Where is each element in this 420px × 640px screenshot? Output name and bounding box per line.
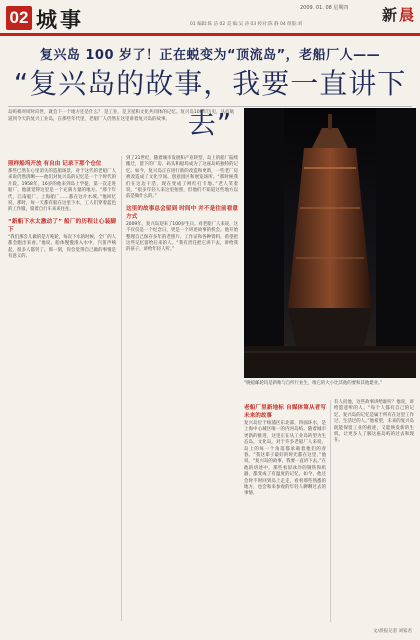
column-1-subhead: 照样船坞开放 有自由 记录下那个仓位 bbox=[8, 161, 102, 167]
column-2-text-2: 2009年，复兴岛迎来了100岁生日。对老船厂人来说，这不仅仅是一个纪念日，更是一个讲述故事的机会。他开始整理自己保存多年的老照片、工作证和各种资料，希望把这些记忆留给后来的人。“我有责任把它讲下去，讲给我的孩子，讲给年轻人听。” bbox=[126, 221, 238, 253]
logo-char-1: 新 bbox=[382, 8, 398, 24]
column-1-text: 那些已然在心里消失的造船场景，对于这代的老船厂人来说仍然清晰——他们对复兴岛的记忆是一个个时代的片段。1958年，16岁的他来到岛上学徒，第一次走进船厂，他就觉得这里是一个充满力量的地方。“那个年代，江南船厂、上海船厂……都在这片水域。”他回忆说，那时，每一天都有船在这里下水，工人们穿着蓝色的工作服，骑着自行车来来往往。 bbox=[8, 169, 116, 213]
photo-caption: “晚船邮轮坞是新唯与自所行业生，唯它的大小比其他的要和其他建业。” bbox=[244, 381, 383, 386]
headline-subtitle: 复兴岛 100 岁了！正在蜕变为“顶流岛”，老船厂人—— bbox=[39, 48, 381, 63]
column-4-text: 有人问他，这些故事讲给谁听？他说，讲给愿意听的人。“每个人都有自己的记忆，复兴岛的记忆是属于所有在这里工作过、生活过的人。”他希望，未来的复兴岛既能保留工业的痕迹，又能焕发新的生机，让更多人了解这座岛屿的过去和现在。 bbox=[334, 400, 414, 444]
column-2 bbox=[126, 156, 238, 254]
issue-date: 2009. 01. 08 星期四 bbox=[300, 5, 349, 11]
column-1-subhead-2: “新船下水太激动了” 船厂的历程让心装脚下 bbox=[8, 218, 116, 233]
column-3-subhead: 老船厂里新地标 自媒体第从者写未来的故事 bbox=[244, 405, 326, 419]
ship-photo bbox=[244, 108, 416, 378]
column-1-text-2: “我们那会儿做的是万吨轮，每次下水的时候，全厂的人都会跑出来看。”他说。船体慢慢滑入水中，汽笛声响起，很多人都哭了。那一刻，你会觉得自己做的事情是有意义的。 bbox=[8, 234, 116, 260]
column-4 bbox=[334, 400, 414, 445]
page-header bbox=[0, 0, 420, 36]
section-number: 02 bbox=[6, 6, 32, 30]
column-2-subhead: 这里的故事总会留到 时间中 并不是往前看意方式 bbox=[126, 205, 238, 220]
column-3 bbox=[244, 400, 326, 498]
headline-title: “复兴岛的故事，我要一直讲下去” bbox=[13, 67, 407, 140]
column-2-text: 到了21世纪，随着城市发展和产业转型，岛上的船厂陆续搬迁，留下的厂房、码头和船坞成为了这座岛屿独特的记忆。如今，复兴岛正在进行新的改造和更新，一些老厂房被改造成了文化空间、创意园区和展览场所。“那时候我们在这边干活，现在变成了网红打卡地。”老人笑着说，“很多年轻人来这里拍照，但他们不知道这些地方以前是做什么的。” bbox=[126, 156, 238, 200]
column-1 bbox=[8, 156, 116, 260]
logo-char-2: 晨 bbox=[399, 8, 415, 24]
ship-illustration bbox=[244, 108, 416, 378]
byline: 文/晨报记者 刘家君 bbox=[373, 629, 412, 634]
column-3-text: 复兴岛位于杨浦区东北部，四面环水，是上海中心城区唯一的内河岛屿。随着城市更新的推进，这里正在从工业岛转型为生态岛、文化岛。对于许多老船厂人来说，岛上的每一个角落都承载着他们的青春。“我这辈子最好的时光都在这里，”他说，“复兴岛的故事，我要一直讲下去。”在他的讲述中，那些看似冰冷的钢铁和机器，都变成了有温度的记忆。如今，他还会时不时回到岛上走走，看看那些熟悉的地方，也会和来参观的年轻人聊聊过去的事情。 bbox=[244, 421, 326, 497]
headline-rule bbox=[8, 106, 412, 107]
column-divider-2 bbox=[330, 400, 331, 622]
newspaper-logo bbox=[382, 4, 416, 32]
editor-info: 01 编辑:陈 洁 02 美 编:吴 涛 03 校对:陈 静 04 组版:刘 bbox=[190, 22, 303, 27]
column-divider bbox=[121, 156, 122, 621]
section-title: 城事 bbox=[36, 9, 84, 32]
lead-paragraph: 岛屿相对同时向世，就会下一个地方还是什么？ 是工业，是卫星和文化共同体的记忆。复兴岛100年历史，从宿航道到今天的复兴工业岛，在那些年代里，老船厂人仍然在这里讲着复兴岛的故事。 bbox=[8, 110, 235, 122]
header-divider bbox=[0, 33, 420, 36]
